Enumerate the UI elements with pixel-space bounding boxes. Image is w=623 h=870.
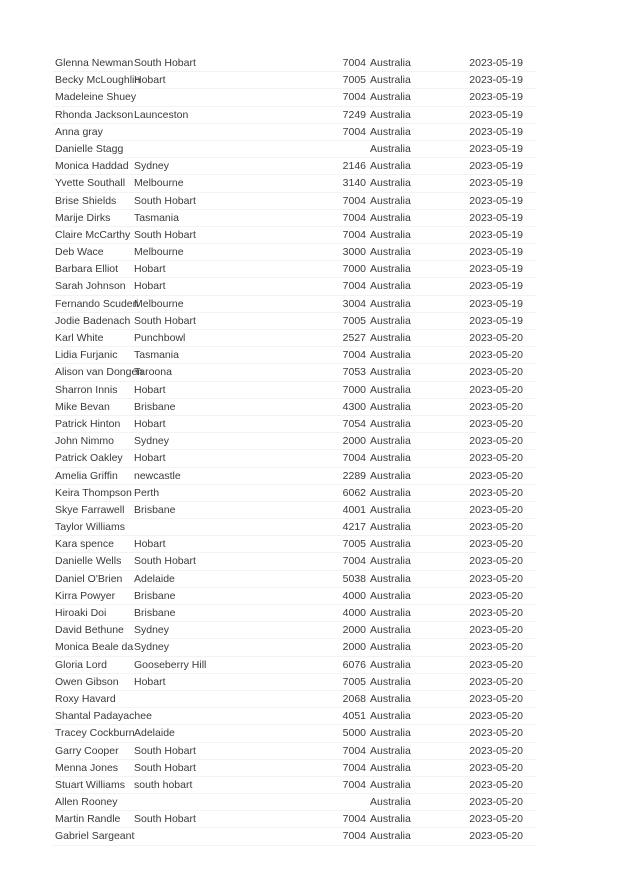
cell-date: 2023-05-20 [469,710,523,723]
cell-postcode: 7005 [342,538,366,551]
table-row [53,210,537,227]
cell-city: Melbourne [134,297,184,310]
cell-name: Barbara Elliot [55,263,119,276]
table-row [53,347,537,364]
cell-name: Marije Dirks [55,211,111,224]
table-row [53,794,537,811]
cell-city: Sydney [134,435,170,448]
cell-postcode: 4000 [342,589,366,602]
cell-name: Martin Randle [55,813,121,826]
cell-postcode: 5038 [342,572,366,585]
cell-country: Australia [370,692,411,705]
cell-city: Tasmania [134,211,179,224]
cell-city: South Hobart [134,813,196,826]
cell-date: 2023-05-19 [469,74,523,87]
cell-name: Claire McCarthy [55,228,131,241]
cell-postcode: 7004 [342,211,366,224]
cell-date: 2023-05-19 [469,91,523,104]
cell-country: Australia [370,486,411,499]
cell-country: Australia [370,813,411,826]
cell-postcode: 7004 [342,555,366,568]
cell-city: Hobart [134,263,166,276]
cell-country: Australia [370,778,411,791]
cell-name: Gloria Lord [55,658,107,671]
cell-city: South Hobart [134,228,196,241]
cell-date: 2023-05-19 [469,57,523,69]
table-row [53,571,537,588]
cell-country: Australia [370,641,411,654]
cell-city: South Hobart [134,555,196,568]
cell-date: 2023-05-20 [469,607,523,619]
cell-country: Australia [370,710,411,723]
cell-date: 2023-05-20 [469,435,523,448]
cell-postcode: 7054 [342,417,366,430]
cell-name: Becky McLoughlin [55,74,141,87]
cell-postcode: 4000 [342,607,366,619]
cell-city: South Hobart [134,761,196,774]
cell-country: Australia [370,572,411,585]
cell-country: Australia [370,211,411,224]
table-row [53,416,537,433]
cell-postcode: 4001 [342,503,366,516]
cell-name: Karl White [55,332,104,344]
cell-name: Hiroaki Doi [55,607,107,619]
table-row [53,708,537,725]
cell-date: 2023-05-20 [469,538,523,551]
cell-city: Brisbane [134,607,176,619]
table-row [53,433,537,450]
cell-name: Glenna Newman [55,57,134,69]
cell-city: south hobart [134,778,193,791]
cell-postcode: 2146 [342,160,366,173]
table-row [53,588,537,605]
cell-date: 2023-05-19 [469,177,523,190]
cell-country: Australia [370,521,411,534]
cell-country: Australia [370,280,411,293]
cell-city: South Hobart [134,744,196,757]
cell-name: Taylor Williams [55,521,126,534]
cell-postcode: 7004 [342,349,366,362]
cell-name: Sharron Innis [55,383,118,396]
cell-postcode: 2527 [342,332,366,344]
cell-date: 2023-05-20 [469,761,523,774]
cell-country: Australia [370,555,411,568]
table-row [53,313,537,330]
cell-date: 2023-05-19 [469,263,523,276]
table-row [53,760,537,777]
cell-country: Australia [370,589,411,602]
cell-name: Shantal Padayachee [55,710,152,723]
cell-date: 2023-05-19 [469,194,523,207]
cell-date: 2023-05-20 [469,624,523,637]
table-row [53,485,537,502]
table-row [53,55,537,72]
table-row [53,89,537,106]
cell-postcode: 7053 [342,366,366,379]
cell-country: Australia [370,503,411,516]
table-row [53,141,537,158]
table-row [53,691,537,708]
cell-city: Hobart [134,538,166,551]
cell-name: Amelia Griffin [55,469,118,482]
cell-date: 2023-05-20 [469,366,523,379]
cell-country: Australia [370,177,411,190]
cell-postcode: 3140 [342,177,366,190]
cell-country: Australia [370,194,411,207]
cell-name: Rhonda Jackson [55,108,134,121]
cell-date: 2023-05-20 [469,521,523,534]
cell-date: 2023-05-19 [469,108,523,121]
cell-date: 2023-05-20 [469,778,523,791]
cell-country: Australia [370,263,411,276]
cell-name: Patrick Oakley [55,452,123,465]
cell-postcode: 3000 [342,246,366,259]
cell-date: 2023-05-20 [469,417,523,430]
cell-country: Australia [370,400,411,413]
cell-postcode: 2000 [342,435,366,448]
cell-name: Anna gray [55,125,103,138]
cell-name: Monica Haddad [55,160,129,173]
cell-postcode: 4217 [342,521,366,534]
table-row [53,175,537,192]
cell-postcode: 2000 [342,641,366,654]
cell-name: Sarah Johnson [55,280,126,293]
cell-country: Australia [370,607,411,619]
cell-date: 2023-05-20 [469,727,523,740]
cell-date: 2023-05-20 [469,503,523,516]
cell-city: Hobart [134,280,166,293]
table-row [53,519,537,536]
cell-date: 2023-05-20 [469,675,523,688]
cell-city: Sydney [134,160,170,173]
cell-name: Mike Bevan [55,400,110,413]
cell-city: Brisbane [134,589,176,602]
cell-date: 2023-05-20 [469,332,523,344]
cell-country: Australia [370,125,411,138]
cell-postcode: 7004 [342,452,366,465]
cell-postcode: 5000 [342,727,366,740]
table-row [53,158,537,175]
cell-postcode: 2000 [342,624,366,637]
cell-country: Australia [370,727,411,740]
cell-date: 2023-05-19 [469,142,523,155]
cell-country: Australia [370,91,411,104]
cell-date: 2023-05-19 [469,280,523,293]
table-row [53,553,537,570]
cell-date: 2023-05-20 [469,796,523,809]
cell-name: David Bethune [55,624,124,637]
cell-date: 2023-05-20 [469,469,523,482]
cell-postcode: 3004 [342,297,366,310]
cell-postcode: 2068 [342,692,366,705]
table-row [53,622,537,639]
cell-date: 2023-05-19 [469,211,523,224]
cell-date: 2023-05-19 [469,160,523,173]
table-row [53,382,537,399]
table-row [53,107,537,124]
cell-name: Skye Farrawell [55,503,125,516]
table-row [53,296,537,313]
cell-country: Australia [370,383,411,396]
cell-country: Australia [370,74,411,87]
cell-postcode: 7249 [342,108,366,121]
cell-postcode: 7004 [342,91,366,104]
cell-country: Australia [370,796,411,809]
cell-city: Hobart [134,74,166,87]
cell-date: 2023-05-19 [469,125,523,138]
cell-country: Australia [370,142,411,155]
cell-country: Australia [370,469,411,482]
cell-city: Hobart [134,417,166,430]
table-row [53,364,537,381]
table-row [53,828,537,845]
cell-postcode: 2289 [342,469,366,482]
cell-country: Australia [370,761,411,774]
cell-postcode: 7000 [342,263,366,276]
cell-date: 2023-05-20 [469,452,523,465]
table-row [53,193,537,210]
table-row [53,777,537,794]
cell-date: 2023-05-20 [469,692,523,705]
cell-postcode: 4300 [342,400,366,413]
cell-city: Sydney [134,641,170,654]
cell-name: Patrick Hinton [55,417,121,430]
cell-country: Australia [370,744,411,757]
cell-country: Australia [370,349,411,362]
cell-city: Melbourne [134,177,184,190]
table-row [53,450,537,467]
table-row [53,502,537,519]
cell-name: Stuart Williams [55,778,126,791]
table-row [53,124,537,141]
cell-date: 2023-05-19 [469,228,523,241]
cell-country: Australia [370,228,411,241]
cell-name: Monica Beale da [55,641,134,654]
cell-date: 2023-05-20 [469,555,523,568]
cell-postcode: 7005 [342,314,366,327]
cell-postcode: 7005 [342,675,366,688]
cell-name: John Nimmo [55,435,114,448]
cell-city: Punchbowl [134,332,186,344]
cell-city: Launceston [134,108,189,121]
cell-name: Keira Thompson [55,486,132,499]
table-row [53,72,537,89]
cell-postcode: 7004 [342,778,366,791]
cell-postcode: 4051 [342,710,366,723]
table-row [53,244,537,261]
cell-postcode: 6076 [342,658,366,671]
cell-date: 2023-05-19 [469,314,523,327]
cell-city: Perth [134,486,160,499]
cell-city: Adelaide [134,727,175,740]
cell-country: Australia [370,57,411,69]
cell-city: South Hobart [134,314,196,327]
cell-date: 2023-05-20 [469,349,523,362]
cell-name: Fernando Scuderi [55,297,139,310]
cell-country: Australia [370,538,411,551]
cell-city: Brisbane [134,503,176,516]
table-row [53,811,537,828]
cell-postcode: 7004 [342,830,366,843]
cell-postcode: 7004 [342,761,366,774]
cell-country: Australia [370,366,411,379]
cell-city: Brisbane [134,400,176,413]
cell-postcode: 7004 [342,228,366,241]
table-row [53,639,537,656]
cell-name: Yvette Southall [55,177,126,190]
cell-postcode: 7000 [342,383,366,396]
cell-city: Melbourne [134,246,184,259]
cell-country: Australia [370,246,411,259]
cell-name: Roxy Havard [55,692,116,705]
cell-country: Australia [370,108,411,121]
cell-postcode: 7004 [342,744,366,757]
cell-country: Australia [370,332,411,344]
cell-country: Australia [370,314,411,327]
cell-date: 2023-05-19 [469,297,523,310]
cell-name: Brise Shields [55,194,117,207]
cell-name: Danielle Stagg [55,142,124,155]
cell-country: Australia [370,830,411,843]
cell-city: Sydney [134,624,170,637]
cell-postcode: 7004 [342,280,366,293]
cell-date: 2023-05-20 [469,641,523,654]
cell-date: 2023-05-19 [469,246,523,259]
cell-date: 2023-05-20 [469,400,523,413]
cell-date: 2023-05-20 [469,572,523,585]
cell-country: Australia [370,624,411,637]
table-row [53,725,537,742]
cell-postcode: 7004 [342,194,366,207]
cell-postcode: 6062 [342,486,366,499]
cell-country: Australia [370,160,411,173]
table-row [53,536,537,553]
cell-name: Menna Jones [55,761,119,774]
cell-city: Taroona [134,366,172,379]
table-row [53,743,537,760]
cell-name: Garry Cooper [55,744,119,757]
table-row [53,399,537,416]
cell-city: Hobart [134,383,166,396]
cell-date: 2023-05-20 [469,813,523,826]
cell-date: 2023-05-20 [469,658,523,671]
cell-date: 2023-05-20 [469,744,523,757]
table-row [53,657,537,674]
cell-name: Lidia Furjanic [55,349,118,362]
cell-city: newcastle [134,469,181,482]
cell-country: Australia [370,658,411,671]
cell-date: 2023-05-20 [469,383,523,396]
cell-city: South Hobart [134,194,196,207]
cell-city: Tasmania [134,349,179,362]
cell-postcode: 7004 [342,813,366,826]
table-row [53,330,537,347]
table-row [53,261,537,278]
cell-name: Owen Gibson [55,675,119,688]
cell-name: Kara spence [55,538,114,551]
table-row [53,227,537,244]
cell-name: Madeleine Shuey [55,91,137,104]
cell-name: Deb Wace [55,246,104,259]
cell-city: Hobart [134,675,166,688]
table-row [53,605,537,622]
cell-date: 2023-05-20 [469,486,523,499]
cell-name: Tracey Cockburn [55,727,135,740]
cell-name: Daniel O'Brien [55,572,123,585]
cell-date: 2023-05-20 [469,589,523,602]
cell-country: Australia [370,435,411,448]
cell-postcode: 7005 [342,74,366,87]
cell-city: Gooseberry Hill [134,658,207,671]
cell-city: Hobart [134,452,166,465]
table-row [53,468,537,485]
table-row [53,674,537,691]
cell-postcode: 7004 [342,125,366,138]
cell-city: South Hobart [134,57,196,69]
cell-name: Alison van Dongen [55,366,144,379]
cell-name: Gabriel Sargeant [55,830,135,843]
cell-city: Adelaide [134,572,175,585]
cell-name: Allen Rooney [55,796,118,809]
cell-postcode: 7004 [342,57,366,69]
table-row [53,278,537,295]
signatory-table [53,55,537,846]
cell-country: Australia [370,417,411,430]
cell-country: Australia [370,297,411,310]
cell-name: Jodie Badenach [55,314,131,327]
cell-country: Australia [370,452,411,465]
cell-name: Kirra Powyer [55,589,116,602]
cell-country: Australia [370,675,411,688]
cell-date: 2023-05-20 [469,830,523,843]
cell-name: Danielle Wells [55,555,122,568]
